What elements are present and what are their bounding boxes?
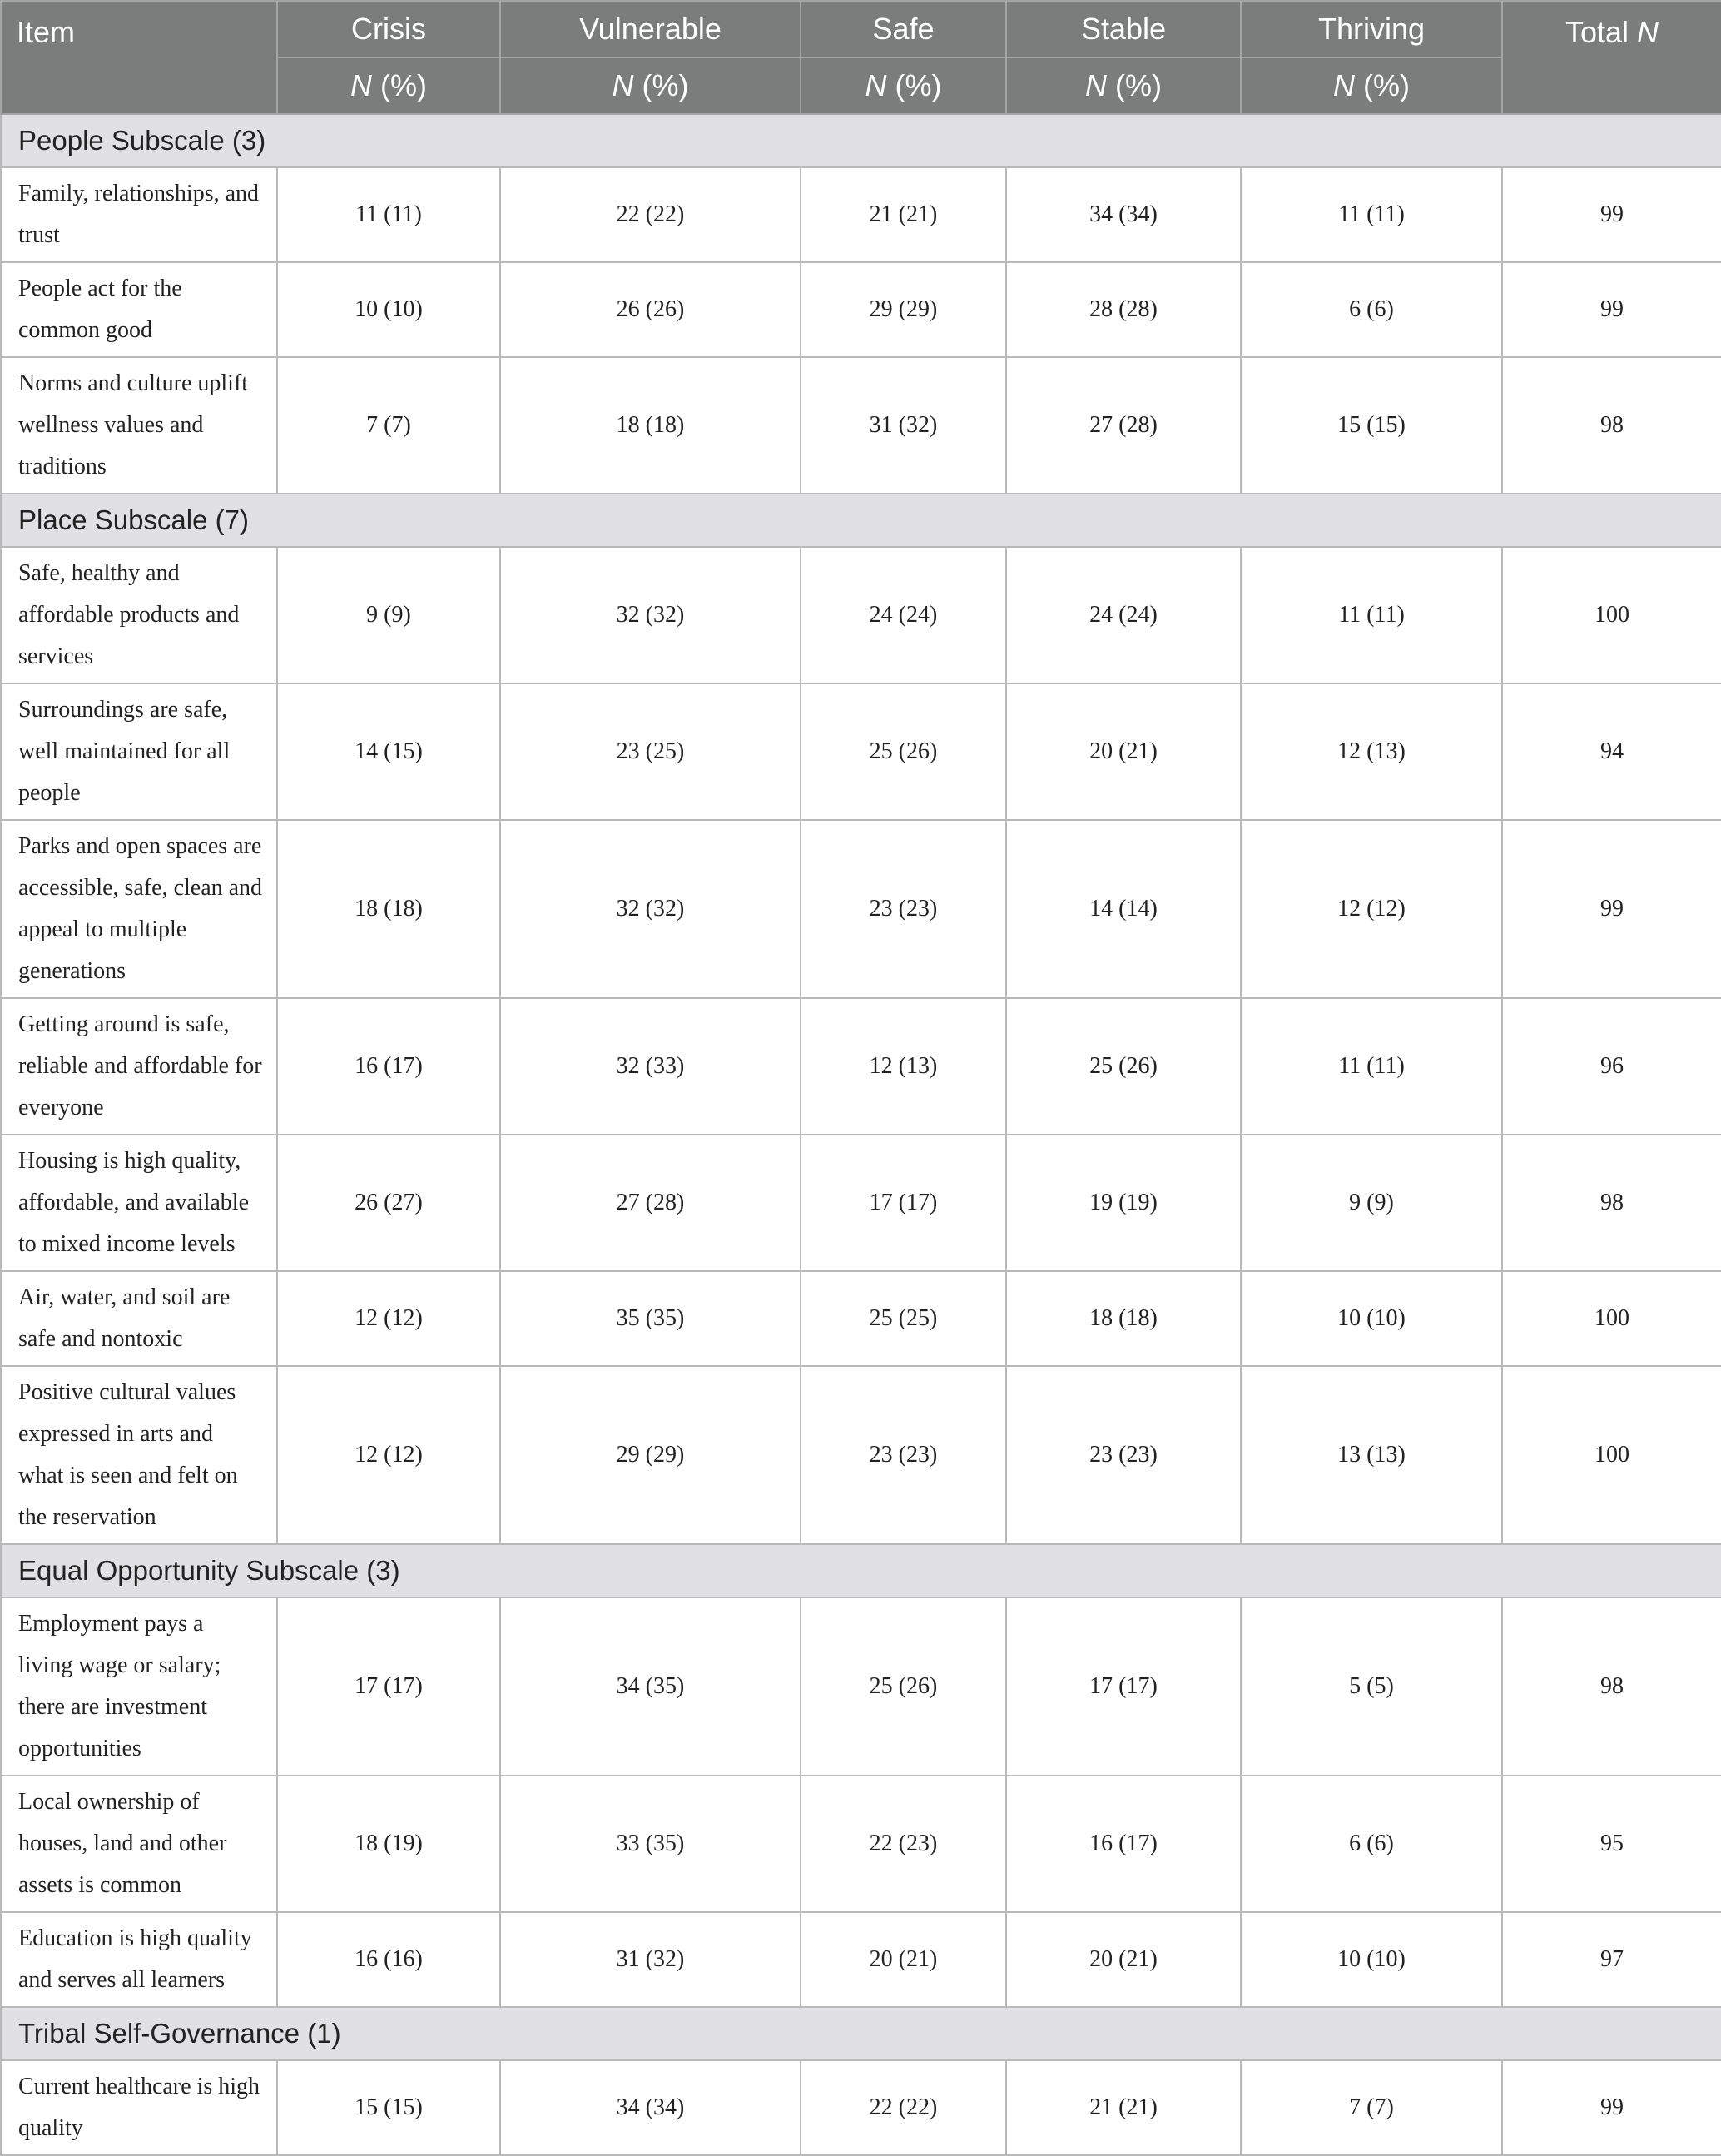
- header-safe: Safe: [801, 1, 1006, 57]
- section-title: People Subscale (3): [1, 114, 1721, 167]
- safe-cell: 21 (21): [801, 167, 1006, 262]
- table-row: [1, 262, 1721, 357]
- safe-cell: 20 (21): [801, 1912, 1006, 2007]
- item-cell: Education is high quality and serves all learners: [1, 1912, 277, 2007]
- subheader-n: N: [1333, 68, 1355, 102]
- total-cell: 100: [1502, 1271, 1721, 1366]
- subheader-pct: (%): [1355, 68, 1410, 102]
- item-cell: Employment pays a living wage or salary; there are investment opportunities: [1, 1597, 277, 1776]
- section-header-row: [1, 1544, 1721, 1597]
- thriving-cell: 5 (5): [1241, 1597, 1502, 1776]
- header-total: [1502, 1, 1721, 114]
- header-thriving: Thriving: [1241, 1, 1502, 57]
- header-crisis: Crisis: [277, 1, 500, 57]
- thriving-cell: 12 (12): [1241, 820, 1502, 998]
- safe-cell: 24 (24): [801, 547, 1006, 683]
- subheader-crisis: [277, 57, 500, 114]
- crisis-cell: 10 (10): [277, 262, 500, 357]
- item-cell: Safe, healthy and affordable products and services: [1, 547, 277, 683]
- total-cell: 99: [1502, 167, 1721, 262]
- table-row: [1, 1271, 1721, 1366]
- total-cell: 99: [1502, 2060, 1721, 2155]
- crisis-cell: 17 (17): [277, 1597, 500, 1776]
- crisis-cell: 18 (18): [277, 820, 500, 998]
- thriving-cell: 11 (11): [1241, 167, 1502, 262]
- vulnerable-cell: 32 (32): [500, 547, 801, 683]
- thriving-cell: 9 (9): [1241, 1135, 1502, 1271]
- subheader-n: N: [865, 68, 887, 102]
- header-stable: Stable: [1006, 1, 1241, 57]
- thriving-cell: 15 (15): [1241, 357, 1502, 494]
- safe-cell: 31 (32): [801, 357, 1006, 494]
- safe-cell: 25 (26): [801, 683, 1006, 820]
- vulnerable-cell: 32 (32): [500, 820, 801, 998]
- stable-cell: 16 (17): [1006, 1776, 1241, 1912]
- item-cell: Norms and culture uplift wellness values and traditions: [1, 357, 277, 494]
- stable-cell: 34 (34): [1006, 167, 1241, 262]
- table-row: [1, 167, 1721, 262]
- table-row: [1, 1776, 1721, 1912]
- vulnerable-cell: 34 (34): [500, 2060, 801, 2155]
- subheader-vulnerable: [500, 57, 801, 114]
- total-cell: 96: [1502, 998, 1721, 1135]
- stable-cell: 28 (28): [1006, 262, 1241, 357]
- stable-cell: 25 (26): [1006, 998, 1241, 1135]
- safe-cell: 23 (23): [801, 1366, 1006, 1544]
- vulnerable-cell: 27 (28): [500, 1135, 801, 1271]
- stable-cell: 14 (14): [1006, 820, 1241, 998]
- stable-cell: 20 (21): [1006, 1912, 1241, 2007]
- table-row: [1, 357, 1721, 494]
- total-cell: 94: [1502, 683, 1721, 820]
- table-header: [1, 1, 1721, 114]
- crisis-cell: 15 (15): [277, 2060, 500, 2155]
- item-cell: Current healthcare is high quality: [1, 2060, 277, 2155]
- table-row: [1, 998, 1721, 1135]
- header-total-prefix: Total: [1565, 15, 1638, 49]
- safe-cell: 25 (25): [801, 1271, 1006, 1366]
- safe-cell: 29 (29): [801, 262, 1006, 357]
- stable-cell: 21 (21): [1006, 2060, 1241, 2155]
- total-cell: 98: [1502, 1135, 1721, 1271]
- item-cell: Air, water, and soil are safe and nontoxic: [1, 1271, 277, 1366]
- header-total-n: N: [1637, 15, 1659, 49]
- crisis-cell: 12 (12): [277, 1366, 500, 1544]
- crisis-cell: 14 (15): [277, 683, 500, 820]
- stable-cell: 24 (24): [1006, 547, 1241, 683]
- vulnerable-cell: 35 (35): [500, 1271, 801, 1366]
- item-cell: People act for the common good: [1, 262, 277, 357]
- item-cell: Surroundings are safe, well maintained for all people: [1, 683, 277, 820]
- table-body: [1, 114, 1721, 2155]
- total-cell: 100: [1502, 1366, 1721, 1544]
- crisis-cell: 11 (11): [277, 167, 500, 262]
- table-row: [1, 2060, 1721, 2155]
- vulnerable-cell: 29 (29): [500, 1366, 801, 1544]
- subheader-safe: [801, 57, 1006, 114]
- table-row: [1, 1912, 1721, 2007]
- crisis-cell: 26 (27): [277, 1135, 500, 1271]
- table-row: [1, 1135, 1721, 1271]
- subheader-pct: (%): [633, 68, 689, 102]
- subheader-thriving: [1241, 57, 1502, 114]
- total-cell: 100: [1502, 547, 1721, 683]
- total-cell: 97: [1502, 1912, 1721, 2007]
- vulnerable-cell: 23 (25): [500, 683, 801, 820]
- vulnerable-cell: 33 (35): [500, 1776, 801, 1912]
- stable-cell: 19 (19): [1006, 1135, 1241, 1271]
- safe-cell: 25 (26): [801, 1597, 1006, 1776]
- safe-cell: 22 (22): [801, 2060, 1006, 2155]
- stable-cell: 17 (17): [1006, 1597, 1241, 1776]
- safe-cell: 23 (23): [801, 820, 1006, 998]
- subheader-pct: (%): [372, 68, 427, 102]
- table-row: [1, 1597, 1721, 1776]
- thriving-cell: 13 (13): [1241, 1366, 1502, 1544]
- thriving-cell: 6 (6): [1241, 262, 1502, 357]
- total-cell: 99: [1502, 262, 1721, 357]
- thriving-cell: 11 (11): [1241, 547, 1502, 683]
- vulnerable-cell: 32 (33): [500, 998, 801, 1135]
- total-cell: 95: [1502, 1776, 1721, 1912]
- table-row: [1, 683, 1721, 820]
- subheader-pct: (%): [1107, 68, 1162, 102]
- crisis-cell: 7 (7): [277, 357, 500, 494]
- thriving-cell: 10 (10): [1241, 1912, 1502, 2007]
- vulnerable-cell: 34 (35): [500, 1597, 801, 1776]
- subheader-n: N: [1085, 68, 1107, 102]
- crisis-cell: 16 (17): [277, 998, 500, 1135]
- section-header-row: [1, 494, 1721, 547]
- header-item: Item: [1, 1, 277, 114]
- section-title: Tribal Self-Governance (1): [1, 2007, 1721, 2060]
- table-row: [1, 547, 1721, 683]
- crisis-cell: 9 (9): [277, 547, 500, 683]
- stable-cell: 23 (23): [1006, 1366, 1241, 1544]
- subheader-stable: [1006, 57, 1241, 114]
- item-cell: Getting around is safe, reliable and affordable for everyone: [1, 998, 277, 1135]
- header-vulnerable: Vulnerable: [500, 1, 801, 57]
- subheader-n: N: [612, 68, 634, 102]
- total-cell: 99: [1502, 820, 1721, 998]
- thriving-cell: 6 (6): [1241, 1776, 1502, 1912]
- crisis-cell: 18 (19): [277, 1776, 500, 1912]
- section-title: Equal Opportunity Subscale (3): [1, 1544, 1721, 1597]
- thriving-cell: 10 (10): [1241, 1271, 1502, 1366]
- total-cell: 98: [1502, 1597, 1721, 1776]
- stable-cell: 27 (28): [1006, 357, 1241, 494]
- stable-cell: 18 (18): [1006, 1271, 1241, 1366]
- safe-cell: 17 (17): [801, 1135, 1006, 1271]
- total-cell: 98: [1502, 357, 1721, 494]
- vulnerable-cell: 18 (18): [500, 357, 801, 494]
- safe-cell: 12 (13): [801, 998, 1006, 1135]
- crisis-cell: 16 (16): [277, 1912, 500, 2007]
- table-row: [1, 1366, 1721, 1544]
- section-header-row: [1, 2007, 1721, 2060]
- item-cell: Local ownership of houses, land and other assets is common: [1, 1776, 277, 1912]
- thriving-cell: 12 (13): [1241, 683, 1502, 820]
- subheader-n: N: [350, 68, 372, 102]
- thriving-cell: 7 (7): [1241, 2060, 1502, 2155]
- thriving-cell: 11 (11): [1241, 998, 1502, 1135]
- vulnerable-cell: 31 (32): [500, 1912, 801, 2007]
- table-row: [1, 820, 1721, 998]
- vulnerable-cell: 22 (22): [500, 167, 801, 262]
- item-cell: Parks and open spaces are accessible, safe, clean and appeal to multiple generations: [1, 820, 277, 998]
- section-header-row: [1, 114, 1721, 167]
- item-cell: Housing is high quality, affordable, and available to mixed income levels: [1, 1135, 277, 1271]
- item-cell: Positive cultural values expressed in arts and what is seen and felt on the reservation: [1, 1366, 277, 1544]
- crisis-cell: 12 (12): [277, 1271, 500, 1366]
- subheader-pct: (%): [886, 68, 942, 102]
- vulnerable-cell: 26 (26): [500, 262, 801, 357]
- section-title: Place Subscale (7): [1, 494, 1721, 547]
- item-cell: Family, relationships, and trust: [1, 167, 277, 262]
- safe-cell: 22 (23): [801, 1776, 1006, 1912]
- stable-cell: 20 (21): [1006, 683, 1241, 820]
